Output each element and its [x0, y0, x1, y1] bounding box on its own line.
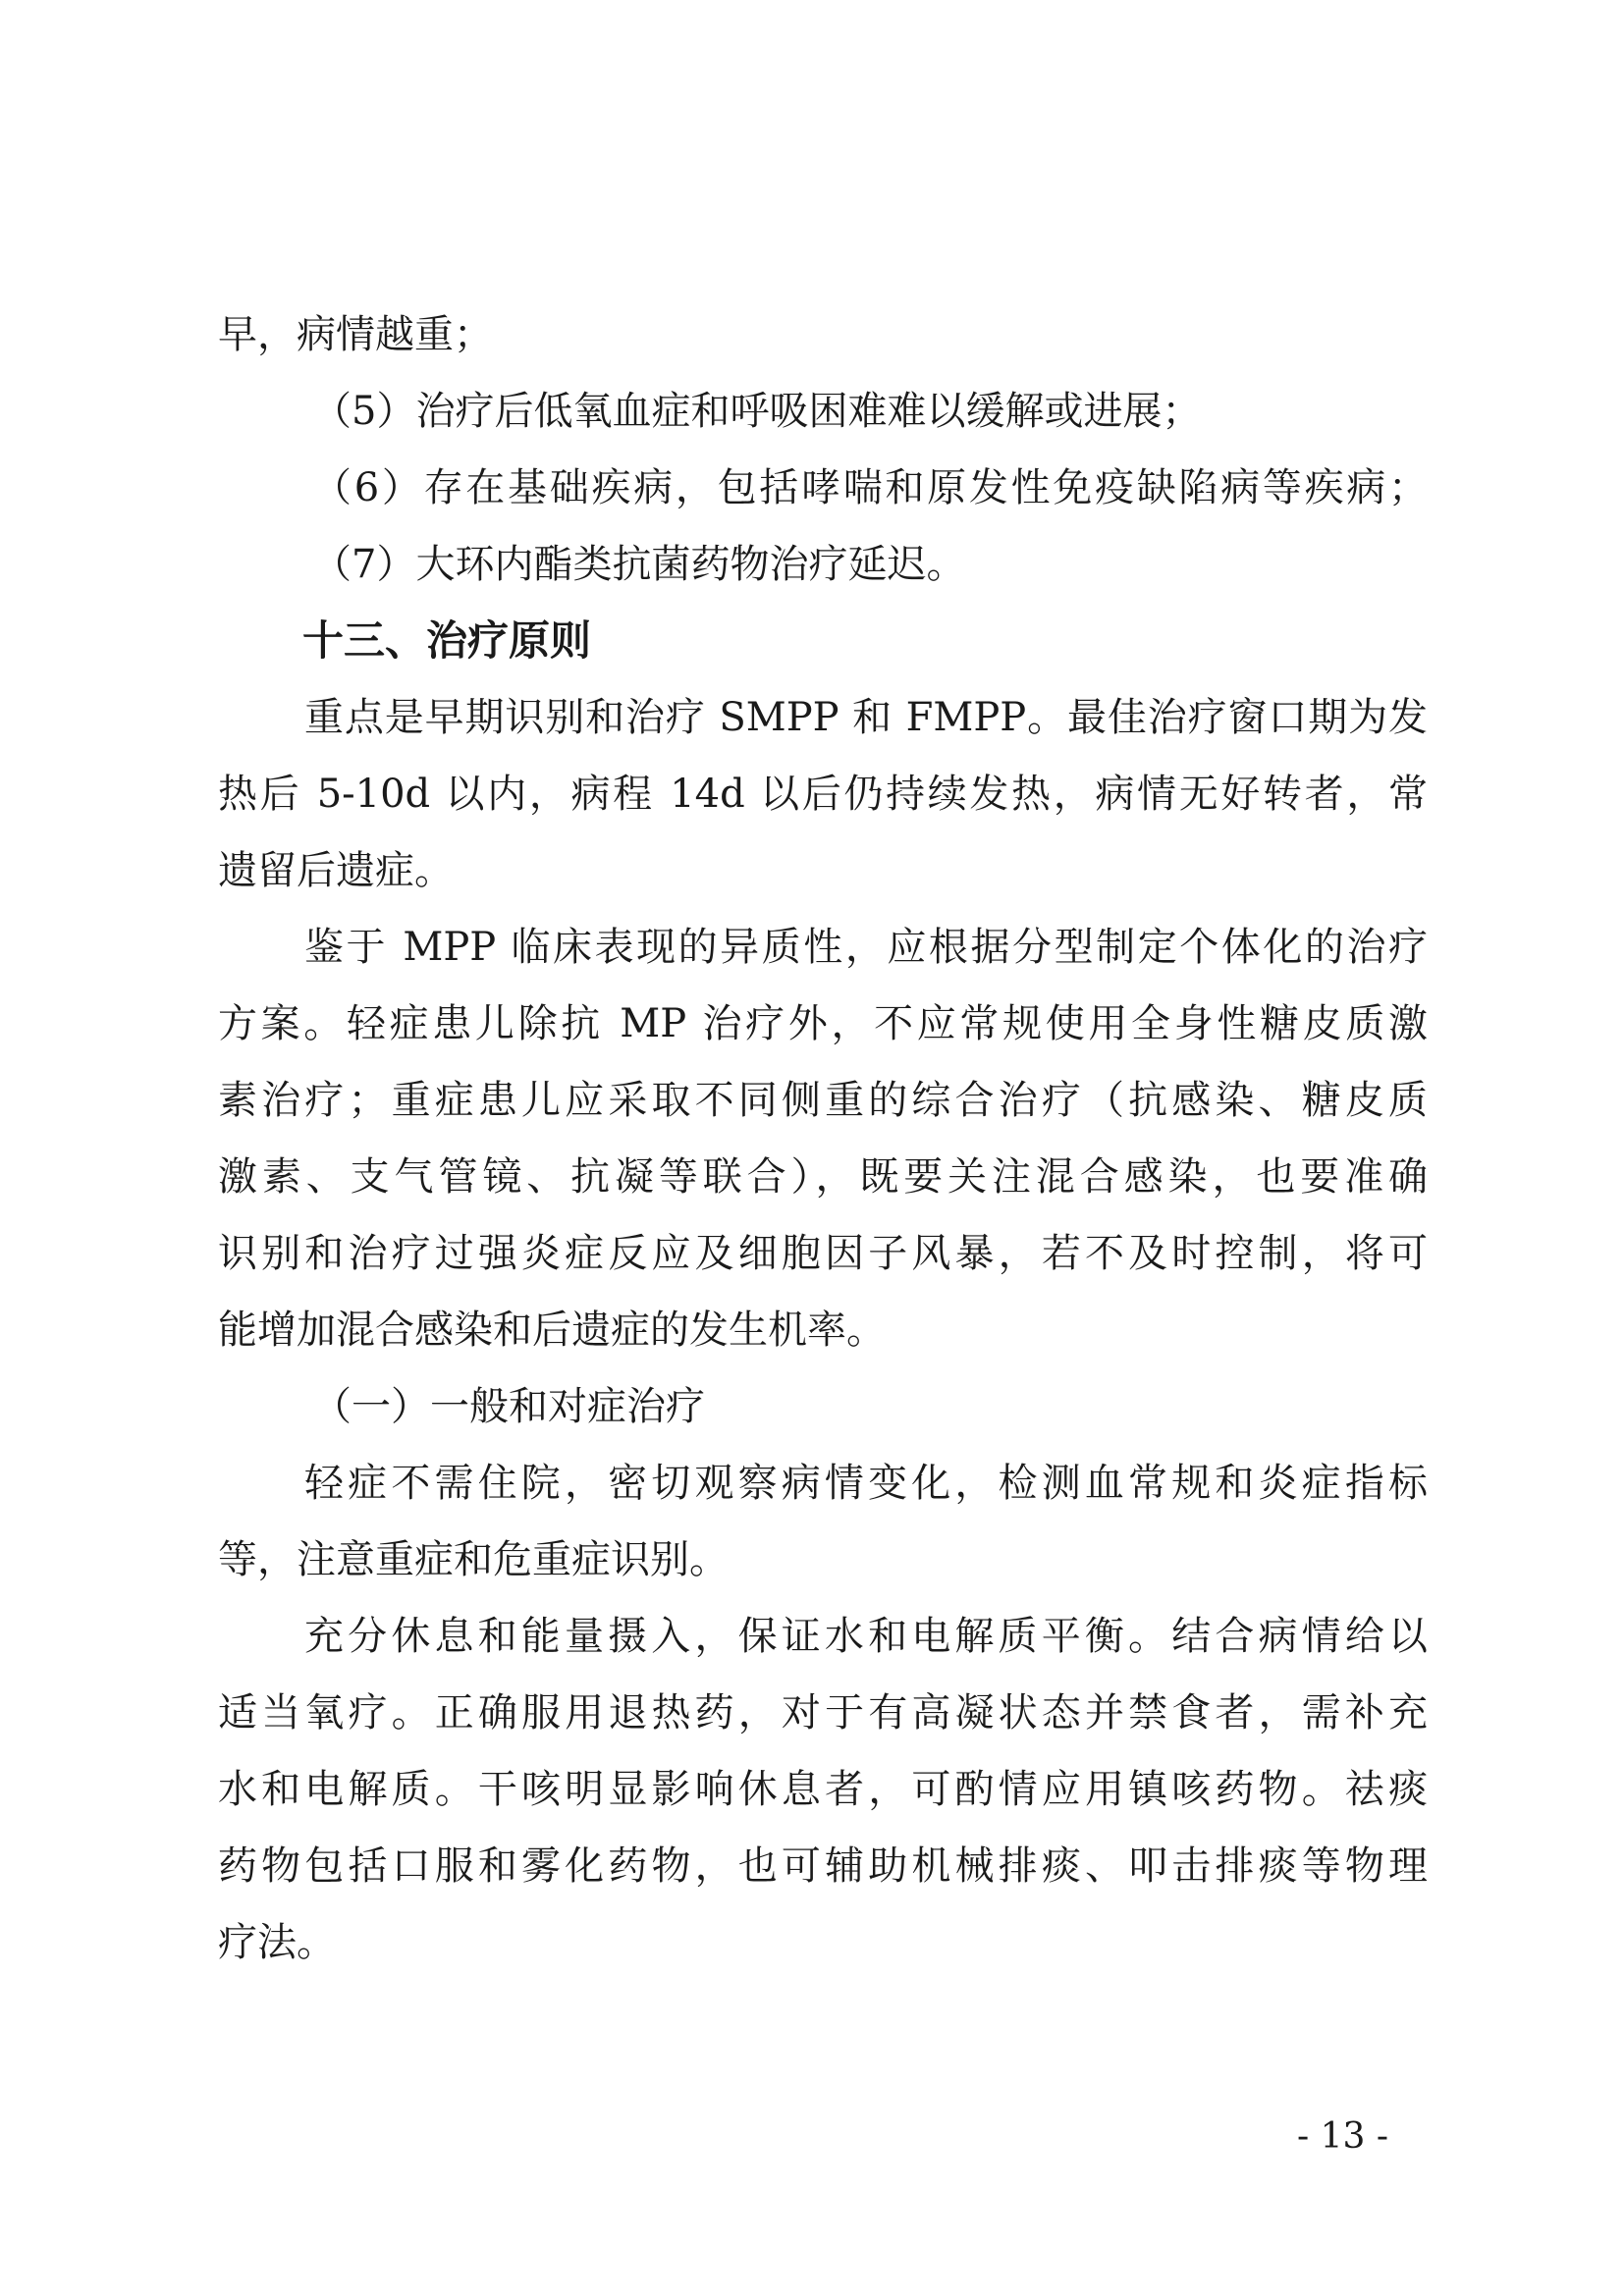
subsection-heading: （一）一般和对症治疗: [312, 1384, 705, 1429]
text-line-22: 疗法。: [218, 1920, 336, 1965]
text-line-4: （7）大环内酯类抗菌药物治疗延迟。: [312, 542, 966, 587]
text-line-12: 激素、支气管镜、抗凝等联合），既要关注混合感染，也要准确: [218, 1154, 1428, 1200]
text-line-21: 药物包括口服和雾化药物，也可辅助机械排痰、叩击排痰等物理: [218, 1843, 1428, 1889]
text-line-8: 遗留后遗症。: [218, 848, 454, 893]
text-line-11: 素治疗；重症患儿应采取不同侧重的综合治疗（抗感染、糖皮质: [218, 1078, 1428, 1123]
text-line-1: 早，病情越重；: [218, 312, 493, 357]
text-line-17: 等，注意重症和危重症识别。: [218, 1537, 729, 1582]
page-number: - 13 -: [1296, 2116, 1388, 2157]
text-line-18: 充分休息和能量摄入，保证水和电解质平衡。结合病情给以: [304, 1614, 1428, 1659]
text-line-10: 方案。轻症患儿除抗 MP 治疗外，不应常规使用全身性糖皮质激: [218, 1001, 1428, 1046]
section-heading: 十三、治疗原则: [302, 616, 592, 665]
text-line-9: 鉴于 MPP 临床表现的异质性，应根据分型制定个体化的治疗: [304, 925, 1428, 970]
text-line-6: 重点是早期识别和治疗 SMPP 和 FMPP。最佳治疗窗口期为发: [304, 695, 1428, 740]
text-line-20: 水和电解质。干咳明显影响休息者，可酌情应用镇咳药物。祛痰: [218, 1767, 1428, 1812]
text-line-16: 轻症不需住院，密切观察病情变化，检测血常规和炎症指标: [304, 1461, 1428, 1506]
text-line-3: （6）存在基础疾病，包括哮喘和原发性免疫缺陷病等疾病；: [312, 465, 1428, 510]
text-line-2: （5）治疗后低氧血症和呼吸困难难以缓解或进展；: [312, 389, 1202, 434]
text-line-7: 热后 5-10d 以内，病程 14d 以后仍持续发热，病情无好转者，常: [218, 772, 1428, 817]
text-line-13: 识别和治疗过强炎症反应及细胞因子风暴，若不及时控制，将可: [218, 1231, 1428, 1276]
text-line-14: 能增加混合感染和后遗症的发生机率。: [218, 1308, 886, 1353]
text-line-19: 适当氧疗。正确服用退热药，对于有高凝状态并禁食者，需补充: [218, 1690, 1428, 1735]
